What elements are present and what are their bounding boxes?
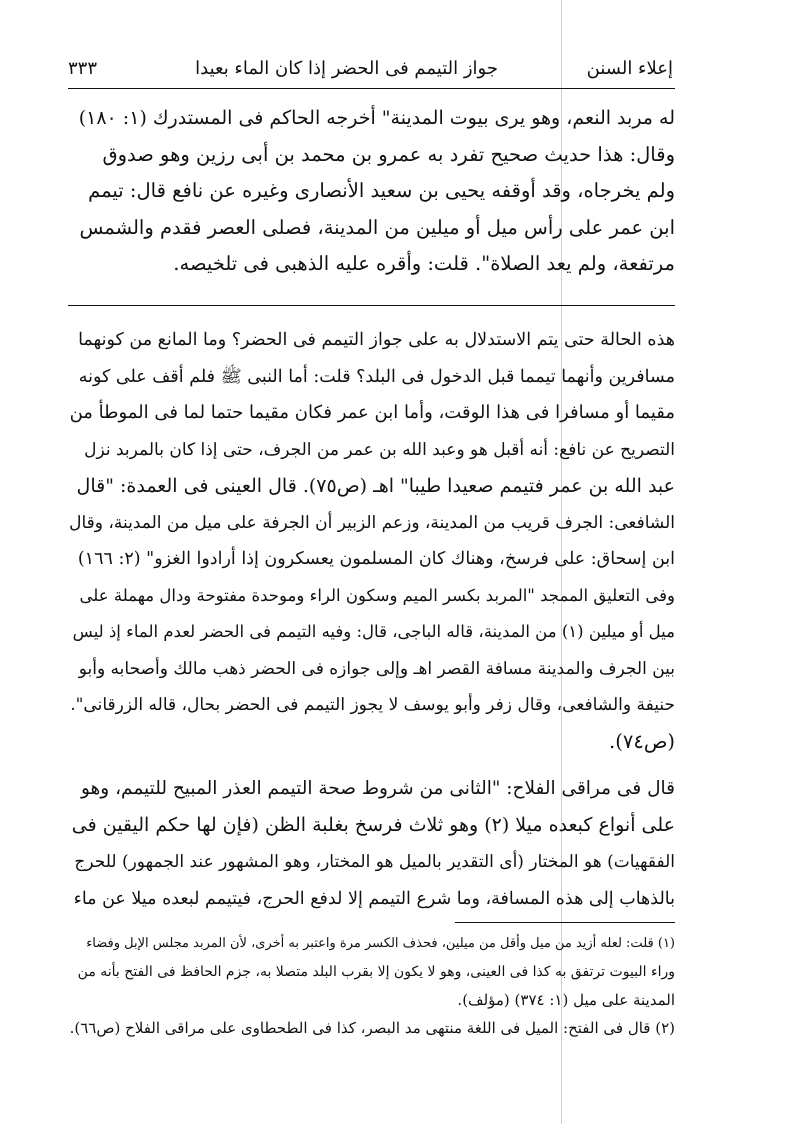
commentary-line: ابن إسحاق: على فرسخ، وهناك كان المسلمون يعسكرون إذا أرادوا الغزو" (٢: ١٦٦) (77, 549, 675, 569)
commentary-line: هذه الحالة حتى يتم الاستدلال به على جواز التيمم فى الحضر؟ وما المانع من كونهما (78, 330, 675, 350)
commentary-line: عبد الله بن عمر فتيمم صعيدا طيبا" اهـ (ص٧٥). قال العينى فى العمدة: "قال (76, 475, 675, 497)
running-title: جواز التيمم فى الحضر إذا كان الماء بعيدا (195, 58, 498, 79)
page-number: ٣٣٣ (68, 58, 98, 79)
commentary-line: حنيفة والشافعى، وقال زفر وأبو يوسف لا يجوز التيمم فى الحضر بحال، قاله الزرقانى". (70, 695, 675, 715)
footnote-line: (١) قلت: لعله أزيد من ميل وأقل من ميلين، فحذف الكسر مرة واعتبر به أخرى، لأن المربد مجلس الإبل وفضاء (86, 936, 675, 951)
commentary-line: وفى التعليق الممجد "المربد بكسر الميم وسكون الراء وموحدة مفتوحة ودال مهملة على (79, 585, 675, 605)
paragraph-line: قال فى مراقى الفلاح: "الثانى من شروط صحة التيمم العذر المبيح للتيمم، وهو (80, 778, 675, 799)
quote-line: له مربد النعم، وهو يرى بيوت المدينة" أخرجه الحاكم فى المستدرك (١: ١٨٠) (78, 107, 675, 129)
quote-line: وقال: هذا حديث صحيح تفرد به عمرو بن محمد بن أبى رزين وهو صدوق (102, 142, 675, 166)
quote-line: ابن عمر على رأس ميل أو ميلين من المدينة، فصلى العصر فقدم والشمس (79, 215, 675, 239)
footnotes (68, 930, 675, 1042)
book-title: إعلاء السنن (586, 58, 673, 79)
quote-line: ولم يخرجاه، وقد أوقفه يحيى بن سعيد الأنصارى وغيره عن نافع قال: تيمم (88, 179, 675, 202)
footnote-line: وراء البيوت ترتفق به كذا فى العينى، وهو لا يكون إلا بقرب البلد متصلا به، جزم الحافظ فى الفتح بأنه من (77, 964, 675, 980)
paragraph-line: بالذهاب إلى هذه المسافة، وما شرع التيمم إلا لدفع الحرج، فيتيمم لبعده ميلا عن ماء (73, 889, 675, 909)
paragraph-line: الفقهيات) هو المختار (أى التقدير بالميل هو المختار، وهو المشهور عند الجمهور) للحرج (74, 852, 675, 872)
section-rule (68, 305, 675, 306)
commentary-line: مقيما أو مسافرا فى هذا الوقت، وأما ابن عمر فكان مقيما حتما لما فى الموطأ من (69, 402, 675, 423)
maraqi-paragraph (68, 770, 675, 918)
commentary-line: ميل أو ميلين (١) من المدينة، قاله الباجى، قال: وفيه التيمم فى الحضر لعدم الماء إذ ليس (72, 622, 675, 641)
commentary (68, 322, 675, 760)
commentary-line: الشافعى: الجرف قريب من المدينة، وزعم الزبير أن الجرفة على ميل من المدينة، وقال (69, 512, 675, 533)
commentary-line: بين الجرف والمدينة مسافة القصر اهـ وإلى جوازه فى الحضر ذهب مالك وأصحابه وأبو (78, 658, 675, 679)
paragraph-line: على أنواع كبعده ميلا (٢) وهو ثلاث فرسخ بغلبة الظن (فإن لها حكم اليقين فى (71, 814, 675, 836)
footnote-line: المدينة على ميل (١: ٣٧٤) (مؤلف). (457, 991, 675, 1009)
header-rule (68, 88, 675, 89)
hadith-quote (68, 100, 675, 283)
commentary-line: (ص٧٤). (609, 729, 675, 753)
page-header (68, 58, 673, 86)
footnote-rule (455, 922, 675, 923)
commentary-line: مسافرين وأنهما تيمما قبل الدخول فى البلد؟ قلت: أما النبى ﷺ فلم أقف على كونه (78, 366, 675, 387)
footnote-line: (٢) قال فى الفتح: الميل فى اللغة منتهى مد البصر، كذا فى الطحطاوى على مراقى الفلاح (ص٦٦). (69, 1019, 675, 1037)
quote-line: مرتفعة، ولم يعد الصلاة". قلت: وأقره عليه الذهبى فى تلخيصه. (173, 252, 675, 275)
commentary-line: التصريح عن نافع: أنه أقبل هو وعبد الله بن عمر من الجرف، حتى إذا كان بالمربد نزل (84, 439, 675, 460)
